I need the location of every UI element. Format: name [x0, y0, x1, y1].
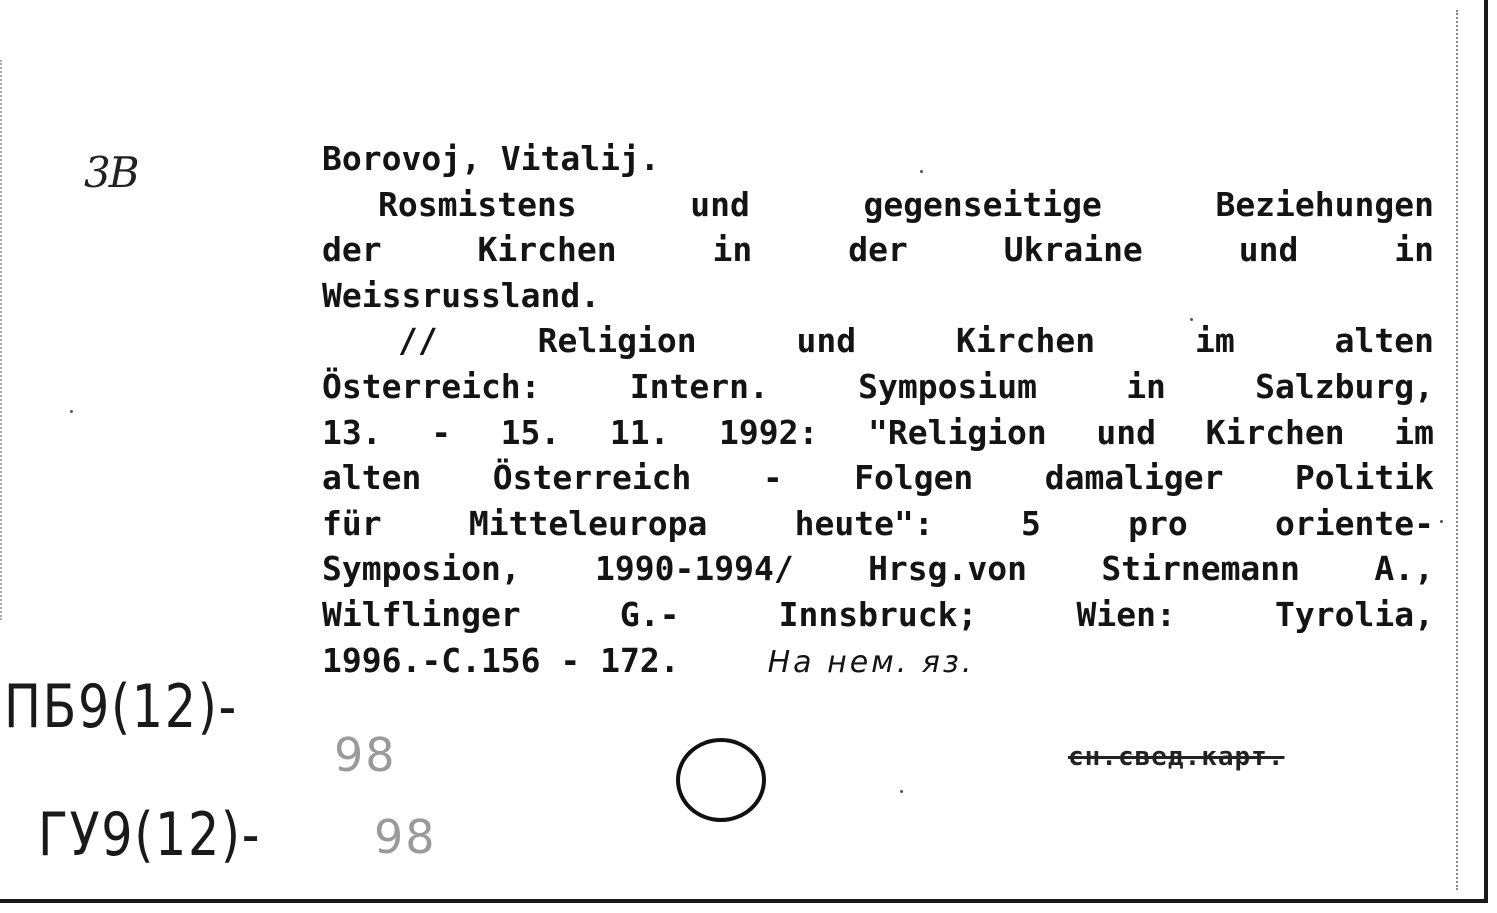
scan-speck: [920, 170, 923, 173]
call-number-1-suffix: 98: [334, 728, 397, 782]
entry-author: Borovoj, Vitalij.: [322, 139, 660, 178]
call-number-1: ПБ9(12)-: [4, 672, 238, 742]
circle-mark: [676, 738, 766, 822]
scan-speck: [70, 410, 73, 413]
entry-title-line: der Kirchen in der Ukraine und in: [322, 230, 1434, 270]
entry-source-line: Österreich: Intern. Symposium in Salzburg,: [322, 366, 1434, 406]
entry-source-line: Symposion, 1990-1994/ Hrsg.von Stirnemann A.,: [322, 549, 1434, 589]
entry-source-line: // Religion und Kirchen im alten: [398, 321, 1434, 361]
entry-pages-line: [322, 638, 1434, 686]
scan-speck: [1440, 520, 1443, 523]
entry-title-line: Weissrussland.: [322, 275, 601, 315]
shelf-mark: 3B: [84, 148, 138, 197]
handwritten-language-note: На нем. яз.: [767, 644, 975, 680]
entry-source-line: alten Österreich - Folgen damaliger Politik: [322, 458, 1434, 498]
entry-source-line: für Mitteleuropa heute": 5 pro oriente-: [322, 503, 1434, 543]
bibliographic-entry: [322, 136, 1434, 685]
card-edge-dots: [0, 60, 2, 620]
entry-source-line: 13. - 15. 11. 1992: "Religion und Kirchen im: [322, 412, 1434, 452]
call-number-2: ГУ9(12)-: [38, 800, 262, 870]
entry-title-line: Rosmistens und gegenseitige Beziehungen: [378, 184, 1434, 224]
entry-source-line: Wilflinger G.- Innsbruck; Wien: Tyrolia,: [322, 594, 1434, 634]
scan-speck: [1190, 318, 1193, 321]
card-perforation: [1456, 10, 1458, 890]
entry-pages: 1996.-C.156 - 172.: [322, 640, 680, 680]
call-number-2-suffix: 98: [374, 810, 437, 864]
scan-speck: [900, 790, 903, 793]
struck-out-note: сн.свед.карт.: [1068, 742, 1285, 772]
